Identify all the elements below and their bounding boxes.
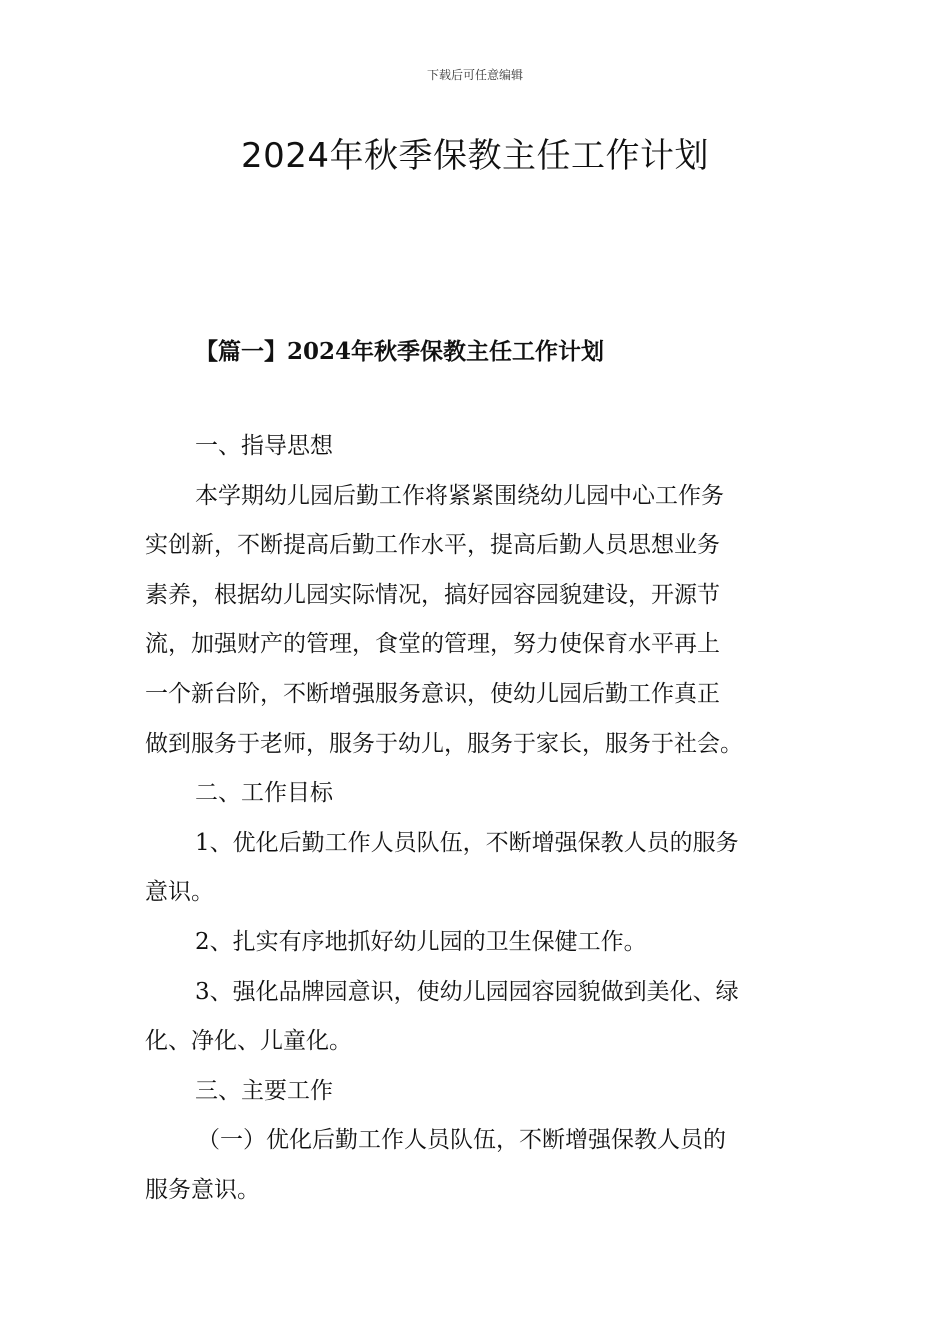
paragraph-line: 一个新台阶，不断增强服务意识，使幼儿园后勤工作真正 [145, 680, 720, 707]
paragraph-line: 本学期幼儿园后勤工作将紧紧围绕幼儿园中心工作务 [195, 482, 724, 509]
heading-main-work: 三、主要工作 [195, 1077, 333, 1104]
list-item: 2、扎实有序地抓好幼儿园的卫生保健工作。 [195, 928, 647, 955]
document-title: 2024年秋季保教主任工作计划 [240, 136, 710, 176]
heading-guiding-ideology: 一、指导思想 [195, 433, 333, 459]
list-item: 1、优化后勤工作人员队伍，不断增强保教人员的服务 [195, 829, 739, 856]
list-item: 3、强化品牌园意识，使幼儿园园容园貌做到美化、绿 [195, 978, 739, 1005]
paragraph-line: 素养，根据幼儿园实际情况，搞好园容园貌建设，开源节 [145, 581, 720, 608]
header-note: 下载后可任意编辑 [426, 68, 523, 82]
document-body [145, 422, 810, 1216]
heading-work-goals: 二、工作目标 [195, 780, 333, 807]
list-item-continuation: 意识。 [145, 879, 214, 906]
paragraph-line: 实创新，不断提高后勤工作水平，提高后勤人员思想业务 [145, 532, 720, 559]
list-item-continuation: 化、净化、儿童化。 [145, 1028, 352, 1055]
sub-heading-continuation: 服务意识。 [145, 1176, 260, 1203]
sub-heading: （一）优化后勤工作人员队伍，不断增强保教人员的 [197, 1127, 726, 1154]
section-title: 【篇一】2024年秋季保教主任工作计划 [195, 338, 605, 365]
paragraph-line: 流，加强财产的管理，食堂的管理，努力使保育水平再上 [145, 631, 720, 658]
paragraph-line: 做到服务于老师，服务于幼儿，服务于家长，服务于社会。 [145, 730, 743, 757]
